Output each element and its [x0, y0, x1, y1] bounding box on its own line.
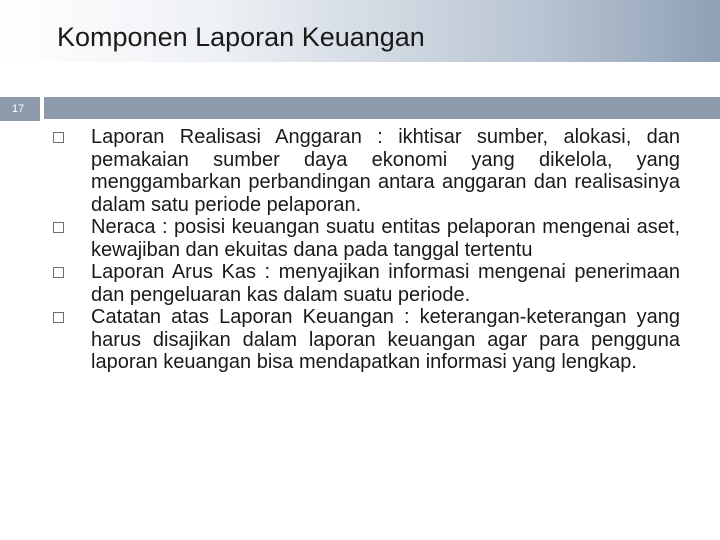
list-item [48, 126, 680, 216]
square-bullet-icon [53, 267, 64, 278]
square-bullet-icon [53, 312, 64, 323]
list-item-text: Neraca : posisi keuangan suatu entitas pelaporan mengenai aset, kewajiban dan ekuitas dana pada tanggal tertentu [91, 216, 680, 261]
list-item-text: Laporan Realisasi Anggaran : ikhtisar sumber, alokasi, dan pemakaian sumber daya ekonomi yang dikelola, yang menggambarkan perbandingan antara anggaran dan realisasinya dalam satu periode pelaporan. [91, 126, 680, 216]
list-item [48, 216, 680, 261]
slide-title: Komponen Laporan Keuangan [57, 22, 425, 52]
square-bullet-icon [53, 132, 64, 143]
bullet-list [48, 126, 680, 374]
header-rule-bar [44, 97, 720, 119]
list-item [48, 261, 680, 306]
slide-number-box [0, 97, 40, 121]
list-item [48, 306, 680, 374]
list-item-text: Catatan atas Laporan Keuangan : keterangan-keterangan yang harus disajikan dalam laporan keuangan agar para pengguna laporan keuangan bisa mendapatkan informasi yang lengkap. [91, 306, 680, 373]
square-bullet-icon [53, 222, 64, 233]
list-item-text: Laporan Arus Kas : menyajikan informasi mengenai penerimaan dan pengeluaran kas dalam suatu periode. [91, 261, 680, 306]
slide-number: 17 [12, 103, 25, 115]
